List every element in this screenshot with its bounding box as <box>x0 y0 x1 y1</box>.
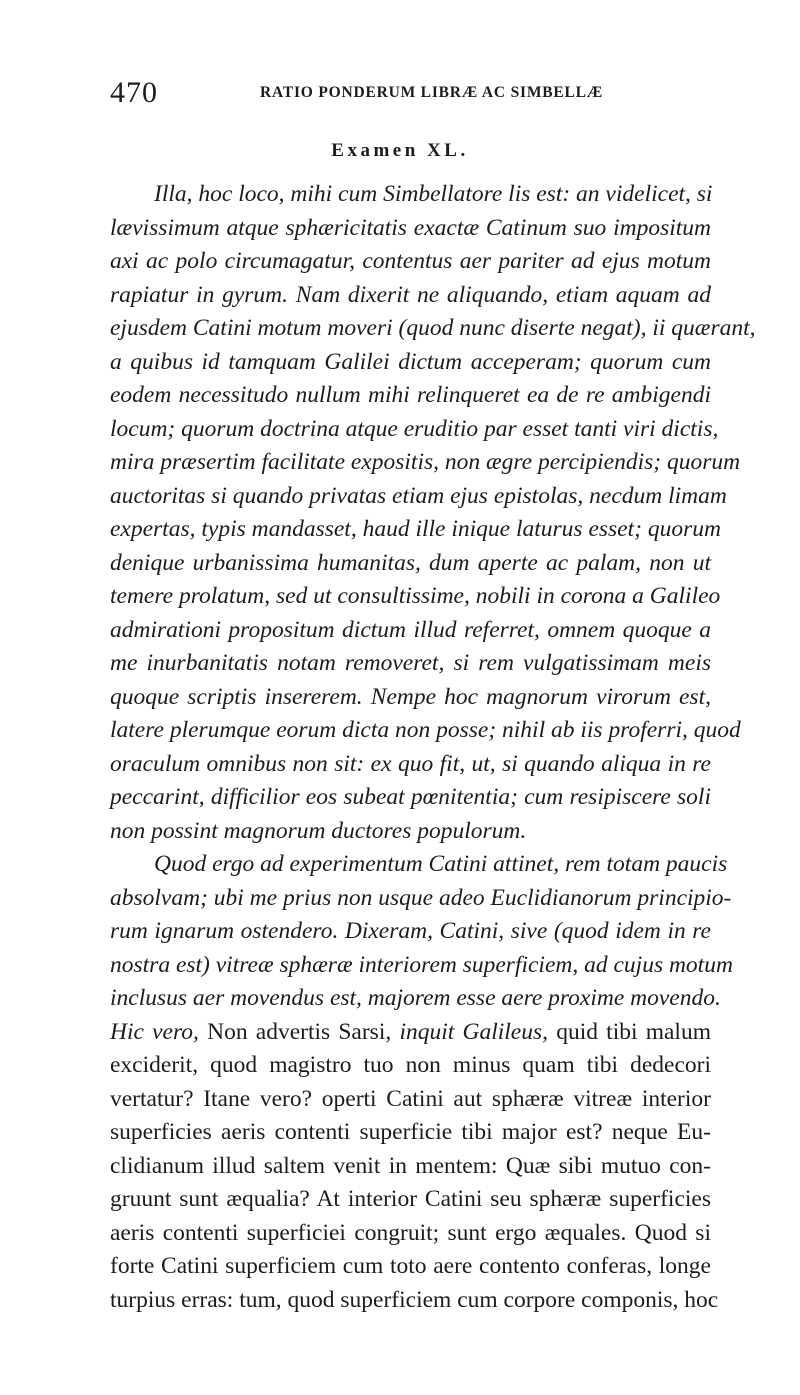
section-title: Examen XL. <box>331 140 469 161</box>
running-head: RATIO PONDERUM LIBRÆ AC SIMBELLÆ <box>260 84 604 101</box>
body-text <box>110 178 756 1317</box>
text-line: aeris contenti superficiei congruit; sunt ergo æquales. Quod si <box>110 1219 711 1246</box>
text-line: latere plerumque eorum dicta non posse; nihil ab iis proferri, quod <box>110 717 741 743</box>
text-line-mixed <box>110 1016 711 1050</box>
text-line: rum ignarum ostendero. Dixeram, Catini, sive (quod idem in re <box>110 918 711 944</box>
page-number: 470 <box>110 76 158 109</box>
text-line: a quibus id tamquam Galilei dictum acceperam; quorum cum <box>110 348 711 375</box>
text-line: ejusdem Catini motum moveri (quod nunc diserte negat), ii quærant, <box>110 315 756 341</box>
text-line: exciderit, quod magistro tuo non minus quam tibi dedecori <box>110 1052 711 1078</box>
text-line: lævissimum atque sphæricitatis exactæ Catinum suo impositum <box>110 214 711 241</box>
text-line: superficies aeris contenti superficie tibi major est? neque Eu- <box>110 1119 711 1145</box>
text-line: inclusus aer movendus est, majorem esse aere proxime movendo. <box>110 985 721 1011</box>
text-line: expertas, typis mandasset, haud ille inique laturus esset; quorum <box>110 516 721 542</box>
text-line: temere prolatum, sed ut consultissime, nobili in corona a Galileo <box>110 583 721 609</box>
text-line: quoque scriptis insererem. Nempe hoc magnorum virorum est, <box>110 683 711 710</box>
inline-italic-text: Hic vero, <box>110 1018 199 1045</box>
text-line: auctoritas si quando privatas etiam ejus epistolas, necdum limam <box>110 482 727 509</box>
text-line: nostra est) vitreæ sphæræ interiorem superficiem, ad cujus motum <box>110 951 733 978</box>
inline-italic-text: inquit Galileus, <box>399 1018 548 1045</box>
text-line: gruunt sunt æqualia? At interior Catini seu sphæræ superficies <box>110 1186 711 1212</box>
text-line: denique urbanissima humanitas, dum aperte ac palam, non ut <box>110 549 711 576</box>
text-line: forte Catini superficiem cum toto aere contento conferas, longe <box>110 1253 711 1279</box>
text-line: clidianum illud saltem venit in mentem: Quæ sibi mutuo con- <box>110 1152 711 1179</box>
inline-roman-text: quid tibi malum <box>556 1018 711 1045</box>
text-line: absolvam; ubi me prius non usque adeo Euclidianorum principio- <box>110 884 732 911</box>
text-line: vertatur? Itane vero? operti Catini aut sphæræ vitreæ interior <box>110 1085 711 1112</box>
inline-roman-text: Non advertis Sarsi, <box>207 1018 392 1045</box>
text-line: rapiatur in gyrum. Nam dixerit ne aliquando, etiam aquam ad <box>110 281 711 308</box>
text-line: turpius erras: tum, quod superficiem cum corpore componis, hoc <box>110 1286 719 1313</box>
paragraph-1 <box>110 178 756 848</box>
text-line: me inurbanitatis notam removeret, si rem vulgatissimam meis <box>110 650 711 676</box>
text-line: Illa, hoc loco, mihi cum Simbellatore lis est: an videlicet, si <box>154 181 713 207</box>
text-line: non possint magnorum ductores populorum. <box>110 817 527 844</box>
text-line: eodem necessitudo nullum mihi relinqueret ea de re ambigendi <box>110 382 711 408</box>
page-header <box>110 76 710 116</box>
text-line: admirationi propositum dictum illud referret, omnem quoque a <box>110 616 711 643</box>
text-line: peccarint, difficilior eos subeat pœnitentia; cum resipiscere soli <box>110 784 711 810</box>
text-line: oraculum omnibus non sit: ex quo fit, ut, si quando aliqua in re <box>110 750 711 777</box>
paragraph-2 <box>110 848 733 1317</box>
text-line: locum; quorum doctrina atque eruditio par esset tanti viri dictis, <box>110 415 719 442</box>
text-line: axi ac polo circumagatur, contentus aer pariter ad ejus motum <box>110 248 711 274</box>
text-line: Quod ergo ad experimentum Catini attinet, rem totam paucis <box>154 851 728 877</box>
text-line: mira præsertim facilitate expositis, non ægre percipiendis; quorum <box>110 449 741 475</box>
